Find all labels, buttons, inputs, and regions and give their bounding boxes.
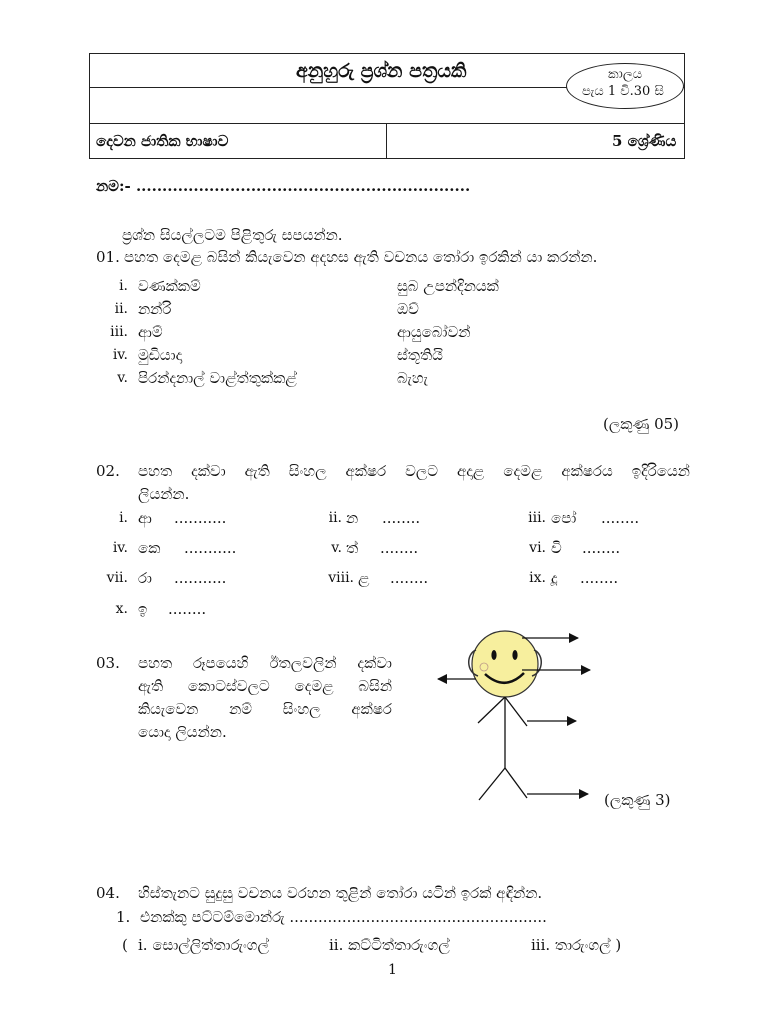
q2-item-letter: පෝ [551, 509, 577, 527]
q2-item-letter: ආ [138, 509, 152, 527]
face [469, 631, 542, 697]
q1-sinhala-word: ඔව් [397, 300, 419, 318]
time-label: කාලය [608, 67, 643, 82]
body [478, 697, 527, 800]
q2-item-letter: දූ [551, 569, 558, 587]
q4-number: 04. [96, 884, 120, 902]
q2-item-blank: ........... [174, 569, 227, 587]
q1-sinhala-word: ආයුබෝවන් [397, 323, 471, 341]
q2-item-letter: න [346, 509, 359, 527]
q4-option-2: ii. කට්ටිත්තාරුංගල් [329, 936, 450, 954]
q2-item-letter: ඉ [138, 600, 148, 618]
q2-item-blank: ........ [380, 539, 419, 557]
time-value: පැය 1 වි.30 සි [582, 84, 664, 99]
q3-text-line: පහත රූපයෙහි ඊතලවලින් දක්වා [138, 654, 392, 672]
q2-item-num: ii. [328, 510, 342, 526]
left-eye [491, 650, 496, 660]
q2-item-letter: වි [551, 539, 562, 557]
q2-item-blank: ........ [582, 539, 621, 557]
q2-item-letter: කෙ [138, 539, 161, 557]
q1-tamil-word: පිරන්දනාල් වාළ්ත්තුක්කළ් [138, 369, 297, 387]
q2-item-blank: ........ [382, 509, 421, 527]
grade-label: 5 ශ්‍රේණිය [612, 132, 677, 150]
subject-name: දෙවන ජාතික භාෂාව [96, 132, 229, 150]
q1-tamil-word: වණක්කම් [138, 277, 201, 295]
q1-row-num: ii. [114, 301, 128, 317]
q2-item-blank: ........... [184, 539, 237, 557]
q1-sinhala-word: සුබ උපන්දිනයක් [397, 277, 499, 295]
q1-tamil-word: ආම් [138, 323, 163, 341]
page-number: 1 [388, 962, 397, 978]
q3-text-line: යොදා ලියන්න. [138, 723, 227, 741]
q1-marks: (ලකුණු 05) [603, 415, 680, 433]
student-name-line: නම:- ................................................................ [96, 177, 471, 195]
q4-open-paren: ( [122, 936, 128, 954]
q2-item-num: iv. [112, 540, 128, 556]
q2-item-num: i. [119, 510, 128, 526]
q2-item-num: x. [115, 601, 128, 617]
q3-text-line: ඇති කොටස්වලට දෙමළ බසින් [138, 677, 392, 695]
q4-option-1: i. සොල්ලිත්තාරුංගල් [138, 936, 269, 954]
q2-item-blank: ........ [580, 569, 619, 587]
q1-sinhala-word: බැහැ [397, 369, 428, 387]
q2-item-letter: රා [138, 569, 152, 587]
q2-item-num: viii. [328, 570, 354, 586]
q3-number: 03. [96, 654, 120, 672]
q4-option-3: iii. තාරුංගල් ) [531, 936, 622, 954]
q2-item-letter: ළ [358, 569, 370, 587]
q1-row-num: iii. [110, 324, 128, 340]
q2-item-blank: ........ [168, 600, 207, 618]
q1-row-num: i. [119, 278, 128, 294]
q2-item-blank: ........... [174, 509, 227, 527]
q2-item-num: vi. [529, 540, 546, 556]
q4-item1-number: 1. [116, 908, 131, 926]
q4-item1-text: එනක්කු පට්ටම්මොන්රු ...................................................... [140, 908, 547, 926]
q4-text: හිස්තැනට සුදුසු වචනය වරහන තුළින් තෝරා යටින් ඉරක් අඳින්න. [138, 884, 543, 902]
q3-marks: (ලකුණු 3) [604, 791, 671, 809]
q1-tamil-word: මුඩියාදා [138, 346, 183, 364]
q2-item-blank: ........ [601, 509, 640, 527]
right-eye [512, 650, 517, 660]
q3-text-line: කියැවෙන නම් සිංහල අක්ෂර [138, 700, 392, 718]
q2-number: 02. [96, 462, 120, 480]
q1-row-num: iv. [112, 347, 128, 363]
q2-text-line2: ලියන්න. [138, 485, 190, 503]
q1-text: පහත දෙමළ බසින් කියැවෙන අදහස ඇති වචනය තෝරා ඉරකින් යා කරන්න. [124, 248, 598, 266]
paper-title: අනුහුරු ප්‍රශ්න පත්‍රයකි [296, 60, 467, 82]
general-instruction: ප්‍රශ්න සියල්ලටම පිළිතුරු සපයන්න. [122, 226, 343, 244]
q1-sinhala-word: ස්තූතියි [397, 346, 443, 364]
q1-tamil-word: නන්රි [138, 300, 172, 318]
q1-number: 01. [96, 248, 120, 266]
q2-text-line1: පහත දක්වා ඇති සිංහල අක්ෂර වලට අදාළ දෙමළ අක්ෂරය ඉදිරියෙන් [138, 462, 690, 480]
q2-item-num: ix. [529, 570, 546, 586]
q2-item-blank: ........ [390, 569, 429, 587]
q2-item-num: v. [331, 540, 342, 556]
q2-item-num: iii. [528, 510, 546, 526]
q2-item-num: vii. [106, 570, 128, 586]
q1-row-num: v. [117, 370, 128, 386]
q2-item-letter: ත් [346, 539, 359, 557]
